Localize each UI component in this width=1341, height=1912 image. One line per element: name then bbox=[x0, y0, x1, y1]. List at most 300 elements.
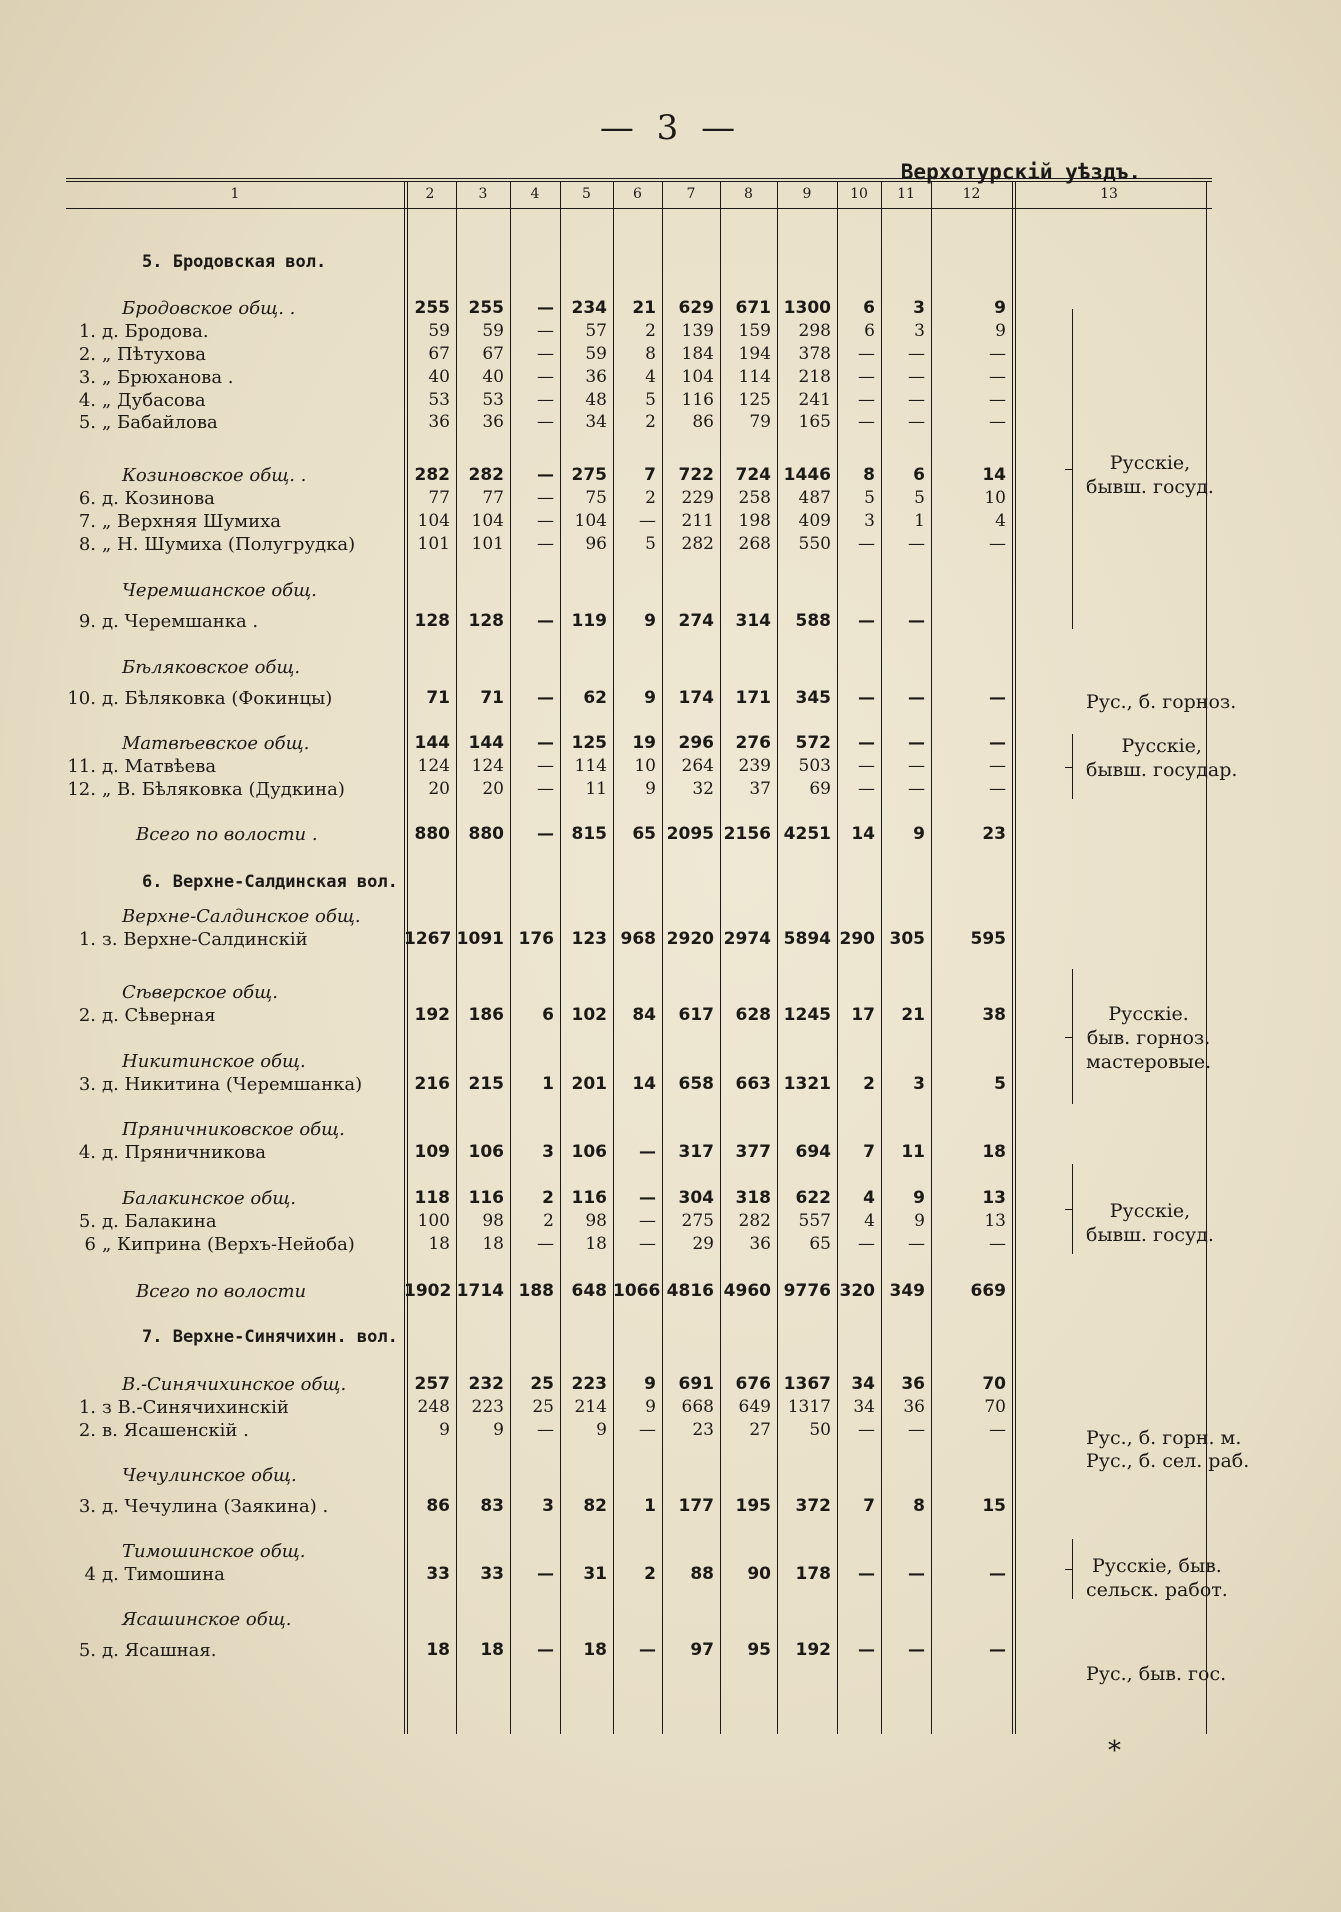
settlement-name: з. Верхне-Салдинскій bbox=[102, 929, 308, 950]
row-label bbox=[66, 1397, 396, 1418]
cell-col-4: — bbox=[537, 412, 554, 432]
cell-col-5: 123 bbox=[571, 929, 607, 949]
grouping-brace bbox=[1072, 1164, 1083, 1254]
cell-col-3: 144 bbox=[468, 733, 504, 753]
cell-col-9: 241 bbox=[798, 390, 831, 410]
cell-col-4: 2 bbox=[542, 1188, 554, 1208]
cell-col-6: 19 bbox=[632, 733, 656, 753]
cell-col-6: 5 bbox=[645, 390, 656, 410]
cell-col-11: — bbox=[908, 344, 925, 364]
row-label bbox=[122, 906, 452, 927]
cell-col-5: 82 bbox=[583, 1496, 607, 1516]
cell-col-11: — bbox=[908, 733, 925, 753]
settlement-name: д. Сѣверная bbox=[102, 1005, 216, 1026]
cell-col-2: 18 bbox=[428, 1234, 450, 1254]
cell-col-6: — bbox=[639, 1234, 656, 1254]
cell-col-6: 7 bbox=[644, 465, 656, 485]
cell-col-6: 2 bbox=[645, 412, 656, 432]
row-label bbox=[122, 1541, 452, 1562]
column-number: 2 bbox=[425, 186, 435, 202]
cell-col-8: 194 bbox=[738, 344, 771, 364]
settlement-name: „ Брюханова . bbox=[102, 367, 234, 388]
cell-col-4: — bbox=[537, 465, 554, 485]
cell-col-5: 815 bbox=[571, 824, 607, 844]
row-index: 5. bbox=[78, 1640, 96, 1661]
cell-col-5: 62 bbox=[583, 688, 607, 708]
cell-col-10: 320 bbox=[839, 1281, 875, 1301]
cell-col-10: — bbox=[858, 1564, 875, 1584]
cell-col-4: — bbox=[537, 611, 554, 631]
cell-col-11: 36 bbox=[903, 1397, 925, 1417]
table-row bbox=[66, 872, 1212, 896]
row-index: 1. bbox=[78, 321, 96, 342]
settlement-name: д. Матвѣева bbox=[102, 756, 217, 777]
table-row bbox=[66, 367, 1212, 391]
row-label bbox=[122, 982, 452, 1003]
cell-col-8: 2156 bbox=[723, 824, 771, 844]
cell-col-5: 125 bbox=[571, 733, 607, 753]
cell-col-6: 9 bbox=[645, 1397, 656, 1417]
cell-col-3: 9 bbox=[493, 1420, 504, 1440]
cell-col-8: 37 bbox=[749, 779, 771, 799]
table-row bbox=[66, 1609, 1212, 1633]
table-row bbox=[66, 756, 1212, 780]
cell-col-7: 668 bbox=[681, 1397, 714, 1417]
population-class-note: Рус., б. сел. раб. bbox=[1086, 1450, 1250, 1472]
cell-col-3: 232 bbox=[468, 1374, 504, 1394]
cell-col-8: 2974 bbox=[723, 929, 771, 949]
cell-col-3: 71 bbox=[480, 688, 504, 708]
footer-asterisk: * bbox=[1108, 1736, 1121, 1766]
cell-col-11: 21 bbox=[901, 1005, 925, 1025]
cell-col-4: 3 bbox=[542, 1142, 554, 1162]
cell-col-6: 2 bbox=[644, 1564, 656, 1584]
row-label bbox=[66, 321, 396, 342]
table-row bbox=[66, 906, 1212, 930]
cell-col-7: 317 bbox=[678, 1142, 714, 1162]
cell-col-11: — bbox=[908, 1640, 925, 1660]
table-row bbox=[66, 465, 1212, 489]
cell-col-6: — bbox=[639, 511, 656, 531]
cell-col-12: 14 bbox=[982, 465, 1006, 485]
cell-col-12: — bbox=[989, 1234, 1006, 1254]
cell-col-9: 69 bbox=[809, 779, 831, 799]
cell-col-5: 104 bbox=[574, 511, 607, 531]
row-label bbox=[142, 1327, 472, 1347]
cell-col-7: 211 bbox=[681, 511, 714, 531]
cell-col-9: 1367 bbox=[783, 1374, 831, 1394]
cell-col-4: — bbox=[537, 688, 554, 708]
cell-col-8: 724 bbox=[735, 465, 771, 485]
cell-col-8: 318 bbox=[735, 1188, 771, 1208]
cell-col-12: 10 bbox=[984, 488, 1006, 508]
column-number: 4 bbox=[530, 186, 540, 202]
grouping-brace bbox=[1072, 309, 1083, 629]
cell-col-7: 722 bbox=[678, 465, 714, 485]
cell-col-12: — bbox=[989, 534, 1006, 554]
cell-col-2: 86 bbox=[426, 1496, 450, 1516]
settlement-name: „ Киприна (Верхъ-Нейоба) bbox=[102, 1234, 355, 1255]
row-index: 6 bbox=[84, 1234, 96, 1255]
table-row bbox=[66, 1188, 1212, 1212]
row-index: 6. bbox=[78, 488, 96, 509]
row-label bbox=[122, 1188, 452, 1209]
cell-col-10: — bbox=[858, 534, 875, 554]
cell-col-5: 18 bbox=[585, 1234, 607, 1254]
cell-col-2: 118 bbox=[414, 1188, 450, 1208]
cell-col-12: — bbox=[989, 688, 1006, 708]
cell-col-11: — bbox=[908, 390, 925, 410]
volost-total-label: Всего по волости . bbox=[136, 824, 318, 845]
cell-col-6: — bbox=[639, 1188, 656, 1208]
cell-col-9: 345 bbox=[795, 688, 831, 708]
cell-col-5: 201 bbox=[571, 1074, 607, 1094]
row-label bbox=[122, 298, 452, 319]
cell-col-12: 23 bbox=[982, 824, 1006, 844]
cell-col-11: — bbox=[908, 756, 925, 776]
cell-col-7: 139 bbox=[681, 321, 714, 341]
cell-col-7: 658 bbox=[678, 1074, 714, 1094]
cell-col-5: 18 bbox=[583, 1640, 607, 1660]
cell-col-8: 628 bbox=[735, 1005, 771, 1025]
cell-col-7: 4816 bbox=[666, 1281, 714, 1301]
cell-col-5: 214 bbox=[574, 1397, 607, 1417]
cell-col-3: 33 bbox=[480, 1564, 504, 1584]
cell-col-12: 15 bbox=[982, 1496, 1006, 1516]
cell-col-7: 629 bbox=[678, 298, 714, 318]
cell-col-7: 86 bbox=[692, 412, 714, 432]
column-number: 6 bbox=[633, 186, 642, 202]
settlement-name: д. Бѣляковка (Фокинцы) bbox=[102, 688, 333, 709]
settlement-name: „ Верхняя Шумиха bbox=[102, 511, 282, 532]
row-index: 4 bbox=[84, 1564, 96, 1585]
volost-total-label: Всего по волости bbox=[136, 1281, 307, 1302]
cell-col-4: — bbox=[537, 1234, 554, 1254]
column-number: 7 bbox=[686, 186, 696, 202]
cell-col-10: — bbox=[858, 733, 875, 753]
cell-col-2: 40 bbox=[428, 367, 450, 387]
cell-col-10: 6 bbox=[864, 321, 875, 341]
row-index: 8. bbox=[78, 534, 96, 555]
cell-col-3: 255 bbox=[468, 298, 504, 318]
cell-col-3: 128 bbox=[468, 611, 504, 631]
cell-col-2: 124 bbox=[417, 756, 450, 776]
cell-col-2: 36 bbox=[428, 412, 450, 432]
cell-col-8: 314 bbox=[735, 611, 771, 631]
row-label bbox=[142, 872, 472, 892]
cell-col-4: — bbox=[537, 390, 554, 410]
cell-col-10: — bbox=[858, 779, 875, 799]
cell-col-2: 255 bbox=[414, 298, 450, 318]
cell-col-7: 617 bbox=[678, 1005, 714, 1025]
row-label bbox=[122, 1051, 452, 1072]
cell-col-11: — bbox=[908, 688, 925, 708]
table-row bbox=[66, 1211, 1212, 1235]
cell-col-4: — bbox=[537, 321, 554, 341]
cell-col-10: — bbox=[858, 367, 875, 387]
column-number: 12 bbox=[962, 186, 981, 202]
population-class-note: Русскіе, бывш. государ. bbox=[1086, 735, 1238, 781]
cell-col-9: 1300 bbox=[783, 298, 831, 318]
volost-heading: 5. Бродовская вол. bbox=[142, 252, 327, 272]
table-row bbox=[66, 688, 1212, 712]
table-row bbox=[66, 611, 1212, 635]
cell-col-4: 2 bbox=[543, 1211, 554, 1231]
cell-col-3: 67 bbox=[482, 344, 504, 364]
cell-col-9: 1317 bbox=[787, 1397, 831, 1417]
cell-col-9: 572 bbox=[795, 733, 831, 753]
cell-col-7: 29 bbox=[692, 1234, 714, 1254]
cell-col-6: 9 bbox=[644, 611, 656, 631]
cell-col-5: 648 bbox=[571, 1281, 607, 1301]
cell-col-3: 223 bbox=[471, 1397, 504, 1417]
cell-col-12: — bbox=[989, 1564, 1006, 1584]
cell-col-6: — bbox=[639, 1142, 656, 1162]
cell-col-8: 676 bbox=[735, 1374, 771, 1394]
row-label bbox=[122, 1119, 452, 1140]
cell-col-6: 9 bbox=[645, 779, 656, 799]
row-index: 3. bbox=[78, 1496, 96, 1517]
table-row bbox=[66, 1074, 1212, 1098]
cell-col-2: 100 bbox=[417, 1211, 450, 1231]
cell-col-6: 5 bbox=[645, 534, 656, 554]
table-row bbox=[66, 779, 1212, 803]
cell-col-11: 9 bbox=[914, 1211, 925, 1231]
row-index: 4. bbox=[78, 1142, 96, 1163]
row-index: 5. bbox=[78, 412, 96, 433]
community-heading: Сѣверское общ. bbox=[122, 982, 278, 1003]
cell-col-5: 116 bbox=[571, 1188, 607, 1208]
cell-col-3: 106 bbox=[468, 1142, 504, 1162]
cell-col-6: 2 bbox=[645, 488, 656, 508]
cell-col-8: 198 bbox=[738, 511, 771, 531]
grouping-brace bbox=[1072, 734, 1083, 799]
cell-col-6: 1 bbox=[644, 1496, 656, 1516]
row-index: 2. bbox=[78, 1420, 96, 1441]
community-heading: Ясашинское общ. bbox=[122, 1609, 292, 1630]
cell-col-4: 6 bbox=[542, 1005, 554, 1025]
row-index: 12. bbox=[67, 779, 96, 800]
settlement-name: д. Ясашная. bbox=[102, 1640, 217, 1661]
cell-col-4: — bbox=[537, 733, 554, 753]
row-index: 10. bbox=[67, 688, 96, 709]
population-class-note: Русскіе. быв. горноз. мастеровые. bbox=[1086, 1003, 1212, 1073]
cell-col-9: 409 bbox=[798, 511, 831, 531]
cell-col-3: 282 bbox=[468, 465, 504, 485]
cell-col-7: 88 bbox=[690, 1564, 714, 1584]
cell-col-3: 20 bbox=[482, 779, 504, 799]
table-row bbox=[66, 534, 1212, 558]
cell-col-12: — bbox=[989, 412, 1006, 432]
settlement-name: „ Пѣтухова bbox=[102, 344, 207, 365]
table-row bbox=[66, 1327, 1212, 1351]
cell-col-11: — bbox=[908, 412, 925, 432]
cell-col-12: — bbox=[989, 779, 1006, 799]
cell-col-8: 258 bbox=[738, 488, 771, 508]
community-heading: Матвѣевское общ. bbox=[122, 733, 310, 754]
cell-col-9: 50 bbox=[809, 1420, 831, 1440]
cell-col-5: 234 bbox=[571, 298, 607, 318]
cell-col-2: 20 bbox=[428, 779, 450, 799]
row-label bbox=[66, 390, 396, 411]
row-label bbox=[66, 1640, 396, 1661]
cell-col-4: — bbox=[537, 1640, 554, 1660]
cell-col-9: 9776 bbox=[783, 1281, 831, 1301]
row-index: 4. bbox=[78, 390, 96, 411]
cell-col-4: — bbox=[537, 298, 554, 318]
cell-col-5: 102 bbox=[571, 1005, 607, 1025]
cell-col-4: 25 bbox=[532, 1397, 554, 1417]
cell-col-9: 165 bbox=[798, 412, 831, 432]
table-row bbox=[66, 1465, 1212, 1489]
table-row bbox=[66, 929, 1212, 953]
cell-col-10: 34 bbox=[853, 1397, 875, 1417]
cell-col-7: 304 bbox=[678, 1188, 714, 1208]
cell-col-3: 1091 bbox=[456, 929, 504, 949]
row-label bbox=[66, 779, 396, 800]
cell-col-11: 305 bbox=[889, 929, 925, 949]
cell-col-11: 3 bbox=[913, 298, 925, 318]
cell-col-3: 77 bbox=[482, 488, 504, 508]
cell-col-2: 248 bbox=[417, 1397, 450, 1417]
cell-col-3: 116 bbox=[468, 1188, 504, 1208]
cell-col-8: 671 bbox=[735, 298, 771, 318]
population-class-note: Рус., б. горноз. bbox=[1086, 691, 1237, 713]
cell-col-7: 2095 bbox=[666, 824, 714, 844]
cell-col-8: 195 bbox=[735, 1496, 771, 1516]
cell-col-5: 98 bbox=[585, 1211, 607, 1231]
cell-col-11: 3 bbox=[914, 321, 925, 341]
cell-col-9: 65 bbox=[809, 1234, 831, 1254]
community-heading: В.-Синячихинское общ. bbox=[122, 1374, 347, 1395]
cell-col-8: 377 bbox=[735, 1142, 771, 1162]
row-label bbox=[122, 1465, 452, 1486]
cell-col-2: 101 bbox=[417, 534, 450, 554]
cell-col-6: 21 bbox=[632, 298, 656, 318]
cell-col-11: — bbox=[908, 611, 925, 631]
page-number: — 3 — bbox=[599, 108, 742, 148]
cell-col-10: — bbox=[858, 688, 875, 708]
cell-col-2: 104 bbox=[417, 511, 450, 531]
row-index: 1. bbox=[78, 929, 96, 950]
statistics-table bbox=[66, 178, 1250, 1734]
cell-col-2: 53 bbox=[428, 390, 450, 410]
cell-col-11: — bbox=[908, 1234, 925, 1254]
cell-col-10: 7 bbox=[863, 1142, 875, 1162]
column-number: 5 bbox=[582, 186, 591, 202]
cell-col-9: 178 bbox=[795, 1564, 831, 1584]
cell-col-5: 106 bbox=[571, 1142, 607, 1162]
cell-col-2: 9 bbox=[439, 1420, 450, 1440]
cell-col-7: 296 bbox=[678, 733, 714, 753]
cell-col-6: 4 bbox=[645, 367, 656, 387]
community-heading: Балакинское общ. bbox=[122, 1188, 296, 1209]
cell-col-10: 4 bbox=[864, 1211, 875, 1231]
cell-col-12: — bbox=[989, 367, 1006, 387]
community-heading: Пряничниковское общ. bbox=[122, 1119, 345, 1140]
cell-col-4: — bbox=[537, 511, 554, 531]
cell-col-3: 186 bbox=[468, 1005, 504, 1025]
settlement-name: д. Никитина (Черемшанка) bbox=[102, 1074, 363, 1095]
cell-col-11: 8 bbox=[913, 1496, 925, 1516]
cell-col-12: 13 bbox=[984, 1211, 1006, 1231]
cell-col-2: 1902 bbox=[404, 1281, 452, 1301]
community-heading: Бѣляковское общ. bbox=[122, 657, 301, 678]
community-heading: Чечулинское общ. bbox=[122, 1465, 297, 1486]
column-number: 8 bbox=[744, 186, 753, 202]
row-index: 5. bbox=[78, 1211, 96, 1232]
cell-col-10: 34 bbox=[851, 1374, 875, 1394]
cell-col-6: 2 bbox=[645, 321, 656, 341]
table-row bbox=[66, 982, 1212, 1006]
cell-col-10: 2 bbox=[863, 1074, 875, 1094]
settlement-name: д. Чечулина (Заякина) . bbox=[102, 1496, 329, 1517]
row-label bbox=[66, 1234, 396, 1255]
table-row bbox=[66, 252, 1212, 276]
cell-col-3: 98 bbox=[482, 1211, 504, 1231]
cell-col-7: 23 bbox=[692, 1420, 714, 1440]
settlement-name: д. Пряничникова bbox=[102, 1142, 266, 1163]
cell-col-11: — bbox=[908, 779, 925, 799]
cell-col-8: 239 bbox=[738, 756, 771, 776]
cell-col-7: 174 bbox=[678, 688, 714, 708]
cell-col-2: 71 bbox=[426, 688, 450, 708]
cell-col-7: 184 bbox=[681, 344, 714, 364]
cell-col-7: 275 bbox=[681, 1211, 714, 1231]
cell-col-10: 5 bbox=[864, 488, 875, 508]
column-number: 11 bbox=[897, 186, 915, 202]
cell-col-2: 33 bbox=[426, 1564, 450, 1584]
cell-col-9: 378 bbox=[798, 344, 831, 364]
settlement-name: д. Тимошина bbox=[102, 1564, 225, 1585]
cell-col-6: 1066 bbox=[613, 1281, 661, 1301]
cell-col-12: 70 bbox=[982, 1374, 1006, 1394]
table-row bbox=[66, 1119, 1212, 1143]
cell-col-7: 177 bbox=[678, 1496, 714, 1516]
cell-col-2: 128 bbox=[414, 611, 450, 631]
table-row bbox=[66, 733, 1212, 757]
cell-col-9: 1321 bbox=[783, 1074, 831, 1094]
table-row bbox=[66, 1005, 1212, 1029]
cell-col-7: 274 bbox=[678, 611, 714, 631]
cell-col-12: 669 bbox=[970, 1281, 1006, 1301]
settlement-name: „ Н. Шумиха (Полугрудка) bbox=[102, 534, 356, 555]
cell-col-10: 14 bbox=[851, 824, 875, 844]
row-label bbox=[66, 1420, 396, 1441]
row-label bbox=[66, 1142, 396, 1163]
column-number: 1 bbox=[230, 186, 240, 202]
cell-col-12: 38 bbox=[982, 1005, 1006, 1025]
cell-col-10: — bbox=[858, 1640, 875, 1660]
cell-col-7: 264 bbox=[681, 756, 714, 776]
cell-col-3: 104 bbox=[471, 511, 504, 531]
row-label bbox=[122, 1609, 452, 1630]
cell-col-5: 9 bbox=[596, 1420, 607, 1440]
cell-col-2: 18 bbox=[426, 1640, 450, 1660]
cell-col-8: 268 bbox=[738, 534, 771, 554]
cell-col-10: — bbox=[858, 412, 875, 432]
community-heading: Черемшанское общ. bbox=[122, 580, 317, 601]
cell-col-6: 10 bbox=[634, 756, 656, 776]
cell-col-8: 125 bbox=[738, 390, 771, 410]
cell-col-3: 18 bbox=[480, 1640, 504, 1660]
table-row bbox=[66, 390, 1212, 414]
cell-col-9: 192 bbox=[795, 1640, 831, 1660]
cell-col-2: 59 bbox=[428, 321, 450, 341]
cell-col-8: 27 bbox=[749, 1420, 771, 1440]
cell-col-4: — bbox=[537, 824, 554, 844]
table-row bbox=[66, 1496, 1212, 1520]
